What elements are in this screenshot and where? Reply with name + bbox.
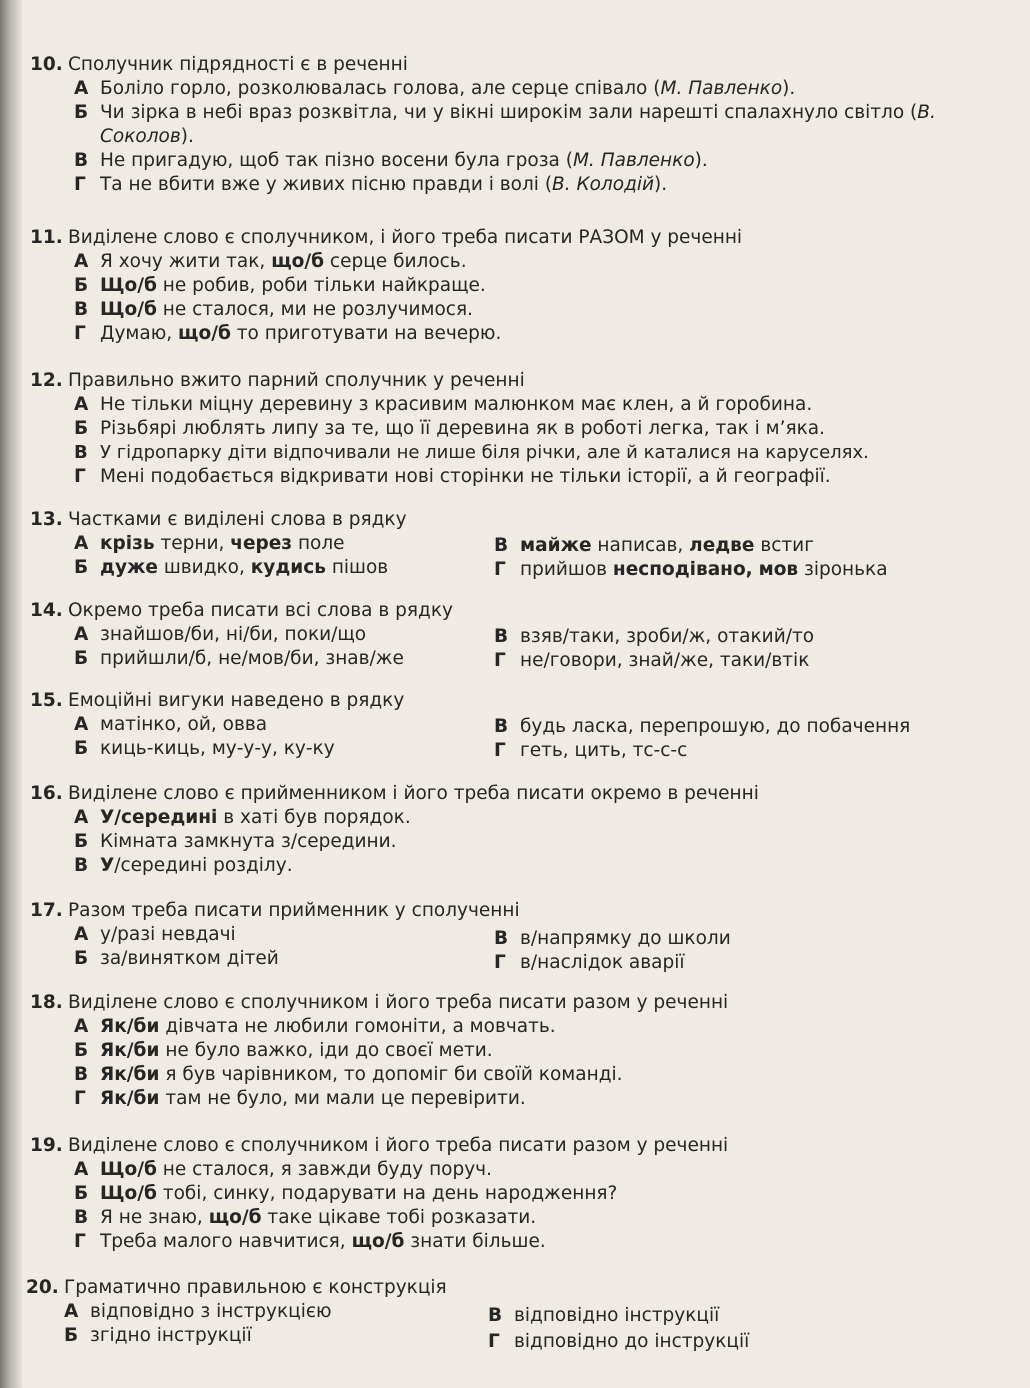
question-18-stem: 18. Виділене слово є сполучником і його треба писати разом у реченні	[30, 992, 729, 1013]
question-16-option-b[interactable]: Б Кімната замкнута з/середини.	[74, 831, 397, 852]
question-10-option-g[interactable]: Г Та не вбити вже у живих пісню правди і волі (В. Колодій).	[74, 174, 668, 195]
question-10	[30, 53, 1020, 197]
question-17-option-v[interactable]: В в/напрямку до школи	[494, 928, 731, 949]
question-15-option-b[interactable]: Б киць-киць, му-у-у, ку-ку	[74, 738, 335, 759]
question-20-options	[26, 1300, 1016, 1352]
question-20-option-v[interactable]: В відповідно інструкції	[488, 1305, 720, 1326]
question-11	[30, 226, 1020, 346]
question-13-option-g[interactable]: Г прийшов несподівано, мов зіронька	[494, 559, 888, 580]
question-14-option-g[interactable]: Г не/говори, знай/же, таки/втік	[494, 650, 810, 671]
question-15-option-v[interactable]: В будь ласка, перепрошую, до побачення	[494, 716, 911, 737]
question-12-stem: 12. Правильно вжито парний сполучник у реченні	[30, 370, 525, 391]
question-19	[30, 1134, 1020, 1254]
question-18-option-b[interactable]: Б Як/би не було важко, іди до своєї мети.	[74, 1040, 493, 1061]
question-12	[30, 369, 1020, 489]
question-11-option-b[interactable]: Б Що/б не робив, роби тільки найкраще.	[74, 275, 486, 296]
question-11-option-a[interactable]: А Я хочу жити так, що/б серце билось.	[74, 251, 467, 272]
question-10-option-a[interactable]: А Боліло горло, розколювалась голова, але серце співало (М. Павленко).	[74, 78, 796, 99]
question-10-option-b[interactable]: Б Чи зірка в небі враз розквітла, чи у вікні широкім зали нарешті спалахнуло світло (В. Соколов).	[74, 102, 936, 147]
question-12-option-b[interactable]: Б Різьбярі люблять липу за те, що її деревина як в роботі легка, так і м’яка.	[74, 418, 826, 439]
question-14-option-v[interactable]: В взяв/таки, зроби/ж, отакий/то	[494, 626, 815, 647]
question-16-option-a[interactable]: А У/середині в хаті був порядок.	[74, 807, 411, 828]
question-13-option-b[interactable]: Б дуже швидко, кудись пішов	[74, 557, 389, 578]
question-14-option-b[interactable]: Б прийшли/б, не/мов/би, знав/же	[74, 648, 404, 669]
question-19-option-g[interactable]: Г Треба малого навчитися, що/б знати більше.	[74, 1231, 546, 1252]
question-20-option-g[interactable]: Г відповідно до інструкції	[488, 1331, 750, 1352]
question-17-options	[30, 923, 1020, 971]
question-19-option-v[interactable]: В Я не знаю, що/б таке цікаве тобі розказати.	[74, 1207, 537, 1228]
question-10-option-v[interactable]: В Не пригадую, щоб так пізно восени була гроза (М. Павленко).	[74, 150, 708, 171]
question-13-options	[30, 532, 1020, 580]
question-14-options	[30, 623, 1020, 671]
question-15	[30, 689, 1020, 761]
question-20	[26, 1276, 1016, 1352]
question-12-option-v[interactable]: В У гідропарку діти відпочивали не лише біля річки, але й каталися на каруселях.	[74, 442, 869, 463]
question-20-option-a[interactable]: А відповідно з інструкцією	[64, 1301, 332, 1322]
question-13-stem: 13. Частками є виділені слова в рядку	[30, 509, 407, 530]
question-11-option-g[interactable]: Г Думаю, що/б то приготувати на вечерю.	[74, 323, 502, 344]
question-15-option-a[interactable]: А матінко, ой, овва	[74, 714, 268, 735]
question-13	[30, 508, 1020, 580]
question-20-option-b[interactable]: Б згідно інструкції	[64, 1325, 252, 1346]
question-18-option-v[interactable]: В Як/би я був чарівником, то допоміг би своїй команді.	[74, 1064, 623, 1085]
question-20-stem: 20. Граматично правильною є конструкція	[26, 1277, 447, 1298]
question-12-option-a[interactable]: А Не тільки міцну деревину з красивим малюнком має клен, а й горобина.	[74, 394, 813, 415]
question-16-option-v[interactable]: В У/середині розділу.	[74, 855, 293, 876]
question-11-option-v[interactable]: В Що/б не сталося, ми не розлучимося.	[74, 299, 473, 320]
question-17-option-a[interactable]: А у/разі невдачі	[74, 924, 236, 945]
question-19-option-a[interactable]: А Що/б не сталося, я завжди буду поруч.	[74, 1159, 492, 1180]
question-17-option-g[interactable]: Г в/наслідок аварії	[494, 952, 685, 973]
question-18-option-a[interactable]: А Як/би дівчата не любили гомоніти, а мовчать.	[74, 1016, 556, 1037]
question-14	[30, 599, 1020, 671]
question-16-stem: 16. Виділене слово є прийменником і його треба писати окремо в реченні	[30, 783, 759, 804]
question-15-options	[30, 713, 1020, 761]
question-17-stem: 17. Разом треба писати прийменник у сполученні	[30, 900, 520, 921]
question-17-option-b[interactable]: Б за/винятком дітей	[74, 948, 279, 969]
question-12-option-g[interactable]: Г Мені подобається відкривати нові сторінки не тільки історії, а й географії.	[74, 466, 831, 487]
question-19-option-b[interactable]: Б Що/б тобі, синку, подарувати на день народження?	[74, 1183, 618, 1204]
question-15-option-g[interactable]: Г геть, цить, тс-с-с	[494, 740, 688, 761]
question-13-option-v[interactable]: В майже написав, ледве встиг	[494, 535, 814, 556]
question-14-option-a[interactable]: А знайшов/би, ні/би, поки/що	[74, 624, 367, 645]
question-16	[30, 782, 1020, 878]
question-13-option-a[interactable]: А крізь терни, через поле	[74, 533, 345, 554]
question-11-stem: 11. Виділене слово є сполучником, і його треба писати РАЗОМ у реченні	[30, 227, 743, 248]
question-19-stem: 19. Виділене слово є сполучником і його треба писати разом у реченні	[30, 1135, 729, 1156]
question-10-stem: 10. Сполучник підрядності є в реченні	[30, 54, 408, 75]
question-18	[30, 991, 1020, 1111]
question-17	[30, 899, 1020, 971]
question-15-stem: 15. Емоційні вигуки наведено в рядку	[30, 690, 405, 711]
question-18-option-g[interactable]: Г Як/би там не було, ми мали це перевірити.	[74, 1088, 526, 1109]
question-14-stem: 14. Окремо треба писати всі слова в рядку	[30, 600, 453, 621]
